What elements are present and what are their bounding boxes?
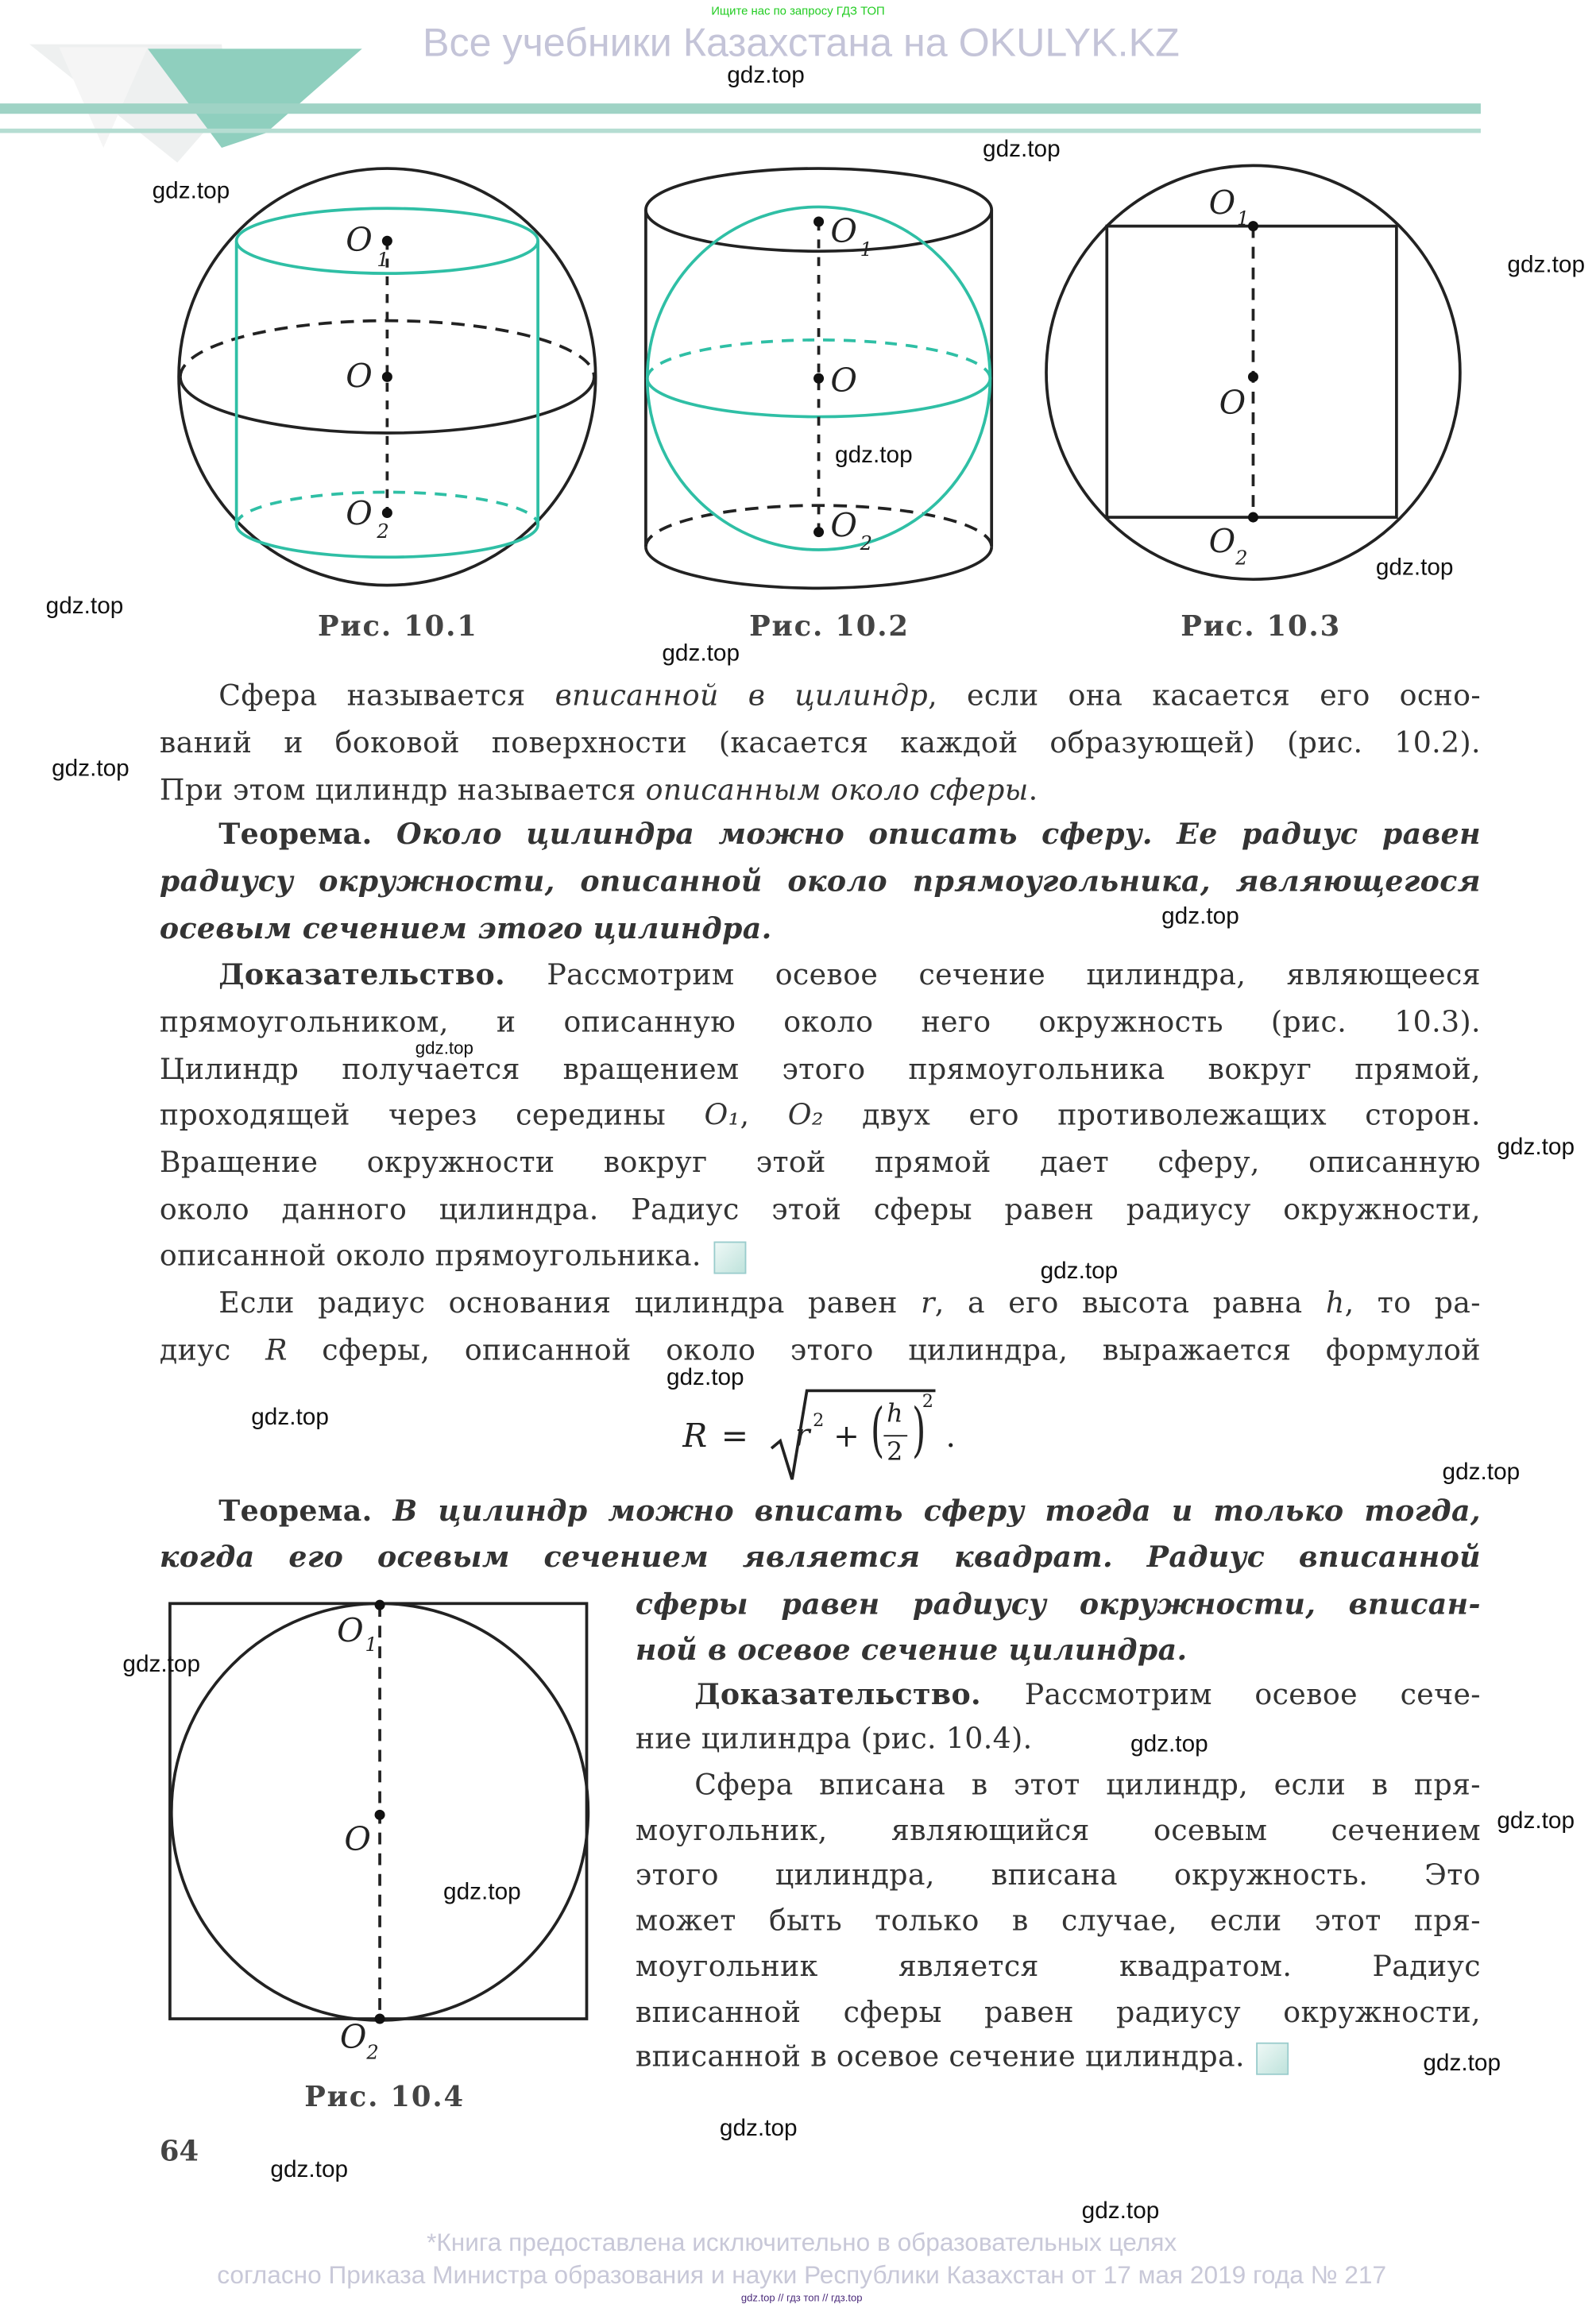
text-segment: Рассмотрим осевое сечение цилиндра, являющееся (547, 957, 1481, 992)
text-segment: При этом цилиндр называется (159, 772, 646, 807)
text-segment: h (1325, 1285, 1345, 1320)
text-line (160, 1330, 1481, 1371)
text-segment: этого цилиндра, вписана окружность. Это (635, 1858, 1481, 1892)
text-segment: ной в осевое сечение цилиндра. (635, 1633, 1188, 1668)
watermark-gdz-top[interactable]: gdz.top (1375, 555, 1454, 582)
label-o1: O (1208, 184, 1236, 222)
text-line (636, 1630, 1481, 1672)
text-segment: r (921, 1285, 935, 1320)
text-line (160, 770, 1481, 811)
text-line (636, 1718, 1481, 1760)
text-segment: двух его противолежащих сторон. (823, 1098, 1481, 1132)
text-line (694, 1765, 1481, 1806)
formula-h: h (887, 1399, 903, 1429)
label-sub: 1 (860, 238, 873, 261)
text-line (160, 909, 1481, 950)
watermark-gdz-top[interactable]: gdz.top (662, 641, 740, 667)
watermark-gdz-top[interactable]: gdz.top (52, 756, 129, 783)
text-line (636, 2036, 1481, 2078)
watermark-gdz-top[interactable]: gdz.top (1040, 1258, 1119, 1285)
label-sub: 2 (377, 520, 389, 543)
text-segment: Сфера вписана в этот цилиндр, если в пря- (694, 1767, 1481, 1802)
formula-exp: 2 (813, 1409, 825, 1431)
label-sub: 2 (860, 532, 873, 555)
top-search-note: Ищите нас по запросу ГДЗ ТОП (711, 4, 885, 18)
label-o2: O (346, 494, 373, 533)
text-segment: прямоугольником, и описанную около него окружность (рис. 10.3). (159, 1004, 1481, 1039)
text-segment: Около цилиндра можно описать сферу. Ее радиус равен (396, 817, 1481, 852)
watermark-gdz-top[interactable]: gdz.top (1161, 904, 1239, 930)
end-of-proof-icon (713, 1241, 746, 1274)
watermark-gdz-top[interactable]: gdz.top (122, 1652, 201, 1678)
label-o2: O (830, 506, 857, 545)
label-o: O (344, 1819, 371, 1858)
text-segment: Теорема. (218, 817, 396, 852)
label-o1: O (337, 1611, 364, 1650)
watermark-gdz-top[interactable]: gdz.top (1130, 1732, 1208, 1757)
watermark-gdz-top[interactable]: gdz.top (719, 2116, 798, 2142)
text-segment: Сфера называется (218, 678, 555, 713)
watermark-gdz-top[interactable]: gdz.top (1423, 2051, 1501, 2077)
label-sub: 1 (1236, 207, 1250, 230)
text-segment: ние цилиндра (рис. 10.4). (635, 1722, 1033, 1756)
formula-exp: 2 (922, 1390, 933, 1412)
label-o: O (346, 357, 373, 396)
watermark-gdz-top[interactable]: gdz.top (270, 2157, 349, 2183)
text-line (160, 723, 1481, 764)
text-line (160, 1189, 1481, 1231)
formula-dot: . (945, 1418, 956, 1455)
formula-den: 2 (887, 1437, 903, 1468)
text-segment: сферы равен радиусу окружности, вписан- (635, 1587, 1481, 1622)
figure-10-1 (148, 141, 636, 613)
watermark-gdz-top[interactable]: gdz.top (983, 137, 1061, 163)
caption-fig-10-4: Рис. 10.4 (304, 2081, 465, 2114)
text-segment: В цилиндр можно вписать сферу тогда и только тогда, (392, 1494, 1481, 1529)
text-segment: описанным около сферы (645, 772, 1029, 807)
text-segment: Теорема. (218, 1494, 393, 1529)
formula-eq: = (721, 1418, 749, 1456)
formula-plus: + (833, 1418, 860, 1455)
caption-fig-10-2: Рис. 10.2 (749, 610, 910, 644)
text-line (636, 1946, 1481, 1988)
label-o1: O (830, 212, 857, 251)
watermark-gdz-top[interactable]: gdz.top (1442, 1459, 1521, 1486)
watermark-gdz-top[interactable]: gdz.top (152, 179, 230, 204)
text-segment: . (1028, 772, 1038, 807)
watermark-gdz-top[interactable]: gdz.top (45, 593, 124, 620)
text-segment: диус (159, 1332, 266, 1367)
footer-links[interactable]: gdz.top // гдз топ // гдз.top (740, 2294, 863, 2304)
text-segment: проходящей через середины (159, 1098, 705, 1132)
text-segment: может быть только в случае, если этот пря- (635, 1903, 1481, 1938)
formula-small-r: r (794, 1417, 810, 1453)
caption-fig-10-1: Рис. 10.1 (317, 610, 478, 644)
text-line (160, 1095, 1481, 1136)
text-line (160, 1050, 1481, 1091)
watermark-gdz-top[interactable]: gdz.top (1497, 1135, 1575, 1161)
text-segment: Доказательство. (218, 957, 547, 992)
text-segment: , если она касается его осно- (928, 678, 1481, 713)
watermark-gdz-top[interactable]: gdz.top (1507, 253, 1586, 278)
footer-disclaimer-1: *Книга предоставлена исключительно в образовательных целях (427, 2229, 1177, 2257)
page-number: 64 (159, 2135, 199, 2168)
text-segment: O₁ (704, 1098, 740, 1132)
text-segment: когда его осевым сечением является квадрат. Радиус вписанной (159, 1540, 1481, 1575)
text-line (636, 1811, 1481, 1852)
watermark-gdz-top[interactable]: gdz.top (251, 1405, 329, 1431)
figure-10-4 (155, 1589, 613, 2062)
watermark-gdz-top[interactable]: gdz.top (1497, 1808, 1575, 1834)
formula-r: R (682, 1418, 708, 1456)
text-line (218, 1491, 1481, 1533)
text-line (218, 955, 1481, 996)
label-sub: 2 (1235, 547, 1248, 570)
text-segment: моугольник, являющийся осевым сечением (635, 1813, 1481, 1848)
text-line (694, 1675, 1481, 1716)
text-segment: R (265, 1332, 288, 1367)
text-segment: O₂ (787, 1098, 824, 1132)
text-line (160, 861, 1481, 903)
text-line (218, 675, 1481, 717)
text-segment: радиусу окружности, описанной около прямоугольника, являющегося (159, 864, 1481, 899)
figure-10-3 (1034, 155, 1478, 598)
label-o2: O (339, 2018, 367, 2057)
text-line (636, 1855, 1481, 1896)
site-banner-title[interactable]: Все учебники Казахстана на OKULYK.KZ (423, 21, 1180, 65)
figure-10-2 (636, 155, 1005, 598)
text-line (160, 1142, 1481, 1184)
text-segment: Цилиндр получается вращением этого прямоугольника вокруг прямой, (159, 1052, 1481, 1087)
text-segment: Если радиус основания цилиндра равен (218, 1285, 922, 1320)
label-o: O (830, 361, 857, 400)
text-line (160, 1235, 1481, 1277)
label-o: O (1219, 383, 1246, 422)
label-o1: O (346, 221, 373, 260)
watermark-gdz-top[interactable]: gdz.top (415, 1037, 473, 1058)
label-sub: 2 (366, 2041, 379, 2062)
text-segment: , а его высота равна (934, 1285, 1326, 1320)
text-segment: , то ра- (1344, 1285, 1481, 1320)
text-segment: моугольник является квадратом. Радиус (635, 1949, 1481, 1984)
end-of-proof-icon (1257, 2042, 1289, 2074)
watermark-gdz-top[interactable]: gdz.top (443, 1880, 521, 1905)
text-segment: описанной около прямоугольника. (159, 1238, 701, 1273)
text-line (160, 1537, 1481, 1579)
text-line (636, 1993, 1481, 2034)
text-segment: Вращение окружности вокруг этой прямой дает сферу, описанную (159, 1145, 1481, 1180)
formula-sphere-radius: R = r 2 + ( h 2 ) 2 . (682, 1382, 978, 1485)
text-segment: Доказательство. (694, 1677, 1025, 1712)
text-segment: ваний и боковой поверхности (касается каждой образующей) (рис. 10.2). (159, 725, 1481, 760)
text-segment: вписанной сферы равен радиусу окружности, (635, 1995, 1481, 2030)
text-line (218, 1283, 1481, 1324)
watermark-gdz-top[interactable]: gdz.top (1081, 2198, 1160, 2225)
label-sub: 1 (365, 1633, 377, 1656)
text-segment: около данного цилиндра. Радиус этой сферы равен радиусу окружности, (159, 1193, 1481, 1227)
text-line (636, 1584, 1481, 1626)
text-segment: , (740, 1098, 788, 1132)
text-segment: осевым сечением этого цилиндра. (159, 911, 772, 946)
watermark-gdz-top[interactable]: gdz.top (727, 63, 805, 89)
text-segment: вписанной в цилиндр (555, 678, 929, 713)
text-segment: сферы, описанной около этого цилиндра, выражается формулой (287, 1332, 1481, 1367)
watermark-gdz-top[interactable]: gdz.top (835, 443, 913, 469)
text-segment: Рассмотрим осевое сече- (1024, 1677, 1481, 1712)
text-line (636, 1900, 1481, 1942)
text-line (218, 814, 1481, 856)
watermark-gdz-top[interactable]: gdz.top (666, 1365, 744, 1391)
caption-fig-10-3: Рис. 10.3 (1181, 610, 1342, 644)
text-segment: вписанной в осевое сечение цилиндра. (635, 2039, 1245, 2074)
label-sub: 1 (377, 248, 389, 271)
text-line (160, 1002, 1481, 1043)
label-o2: O (1208, 522, 1236, 561)
footer-disclaimer-2: согласно Приказа Министра образования и науки Республики Казахстан от 17 мая 2019 года № 217 (217, 2261, 1387, 2290)
